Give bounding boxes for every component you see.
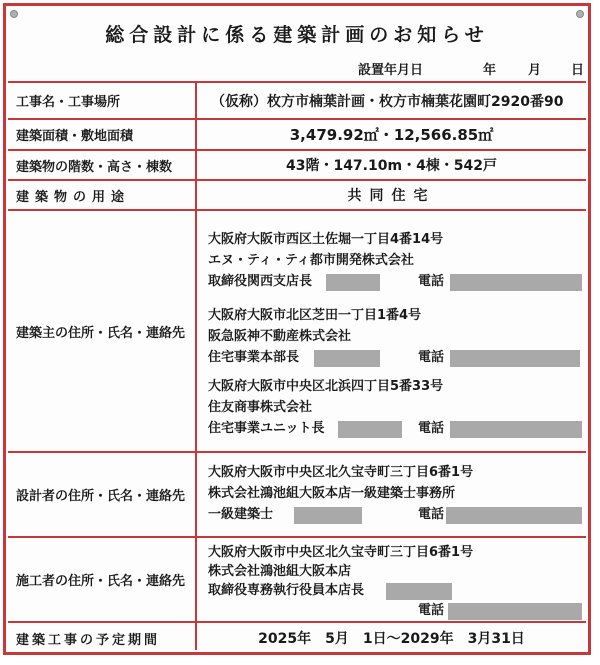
redacted-phone [450, 350, 580, 367]
redacted-name [386, 583, 452, 600]
period-label: 建築工事の予定期間 [16, 632, 161, 648]
builder-company: 株式会社鴻池組大阪本店 [208, 564, 352, 579]
redacted-phone [450, 421, 582, 438]
notice-table [8, 81, 586, 650]
owner-tel-label: 電話 [418, 274, 445, 289]
owner-tel-label: 電話 [418, 350, 445, 365]
redacted-phone [446, 507, 582, 524]
use-value: 共同住宅 [347, 188, 436, 204]
owner-label: 建築主の住所・氏名・連絡先 [16, 325, 186, 341]
project-name-label: 工事名・工事場所 [16, 95, 121, 110]
screw-icon [10, 10, 18, 18]
owner-address: 大阪府大阪市中央区北浜四丁目5番33号 [208, 379, 444, 394]
installation-date-label: 設置年月日 [358, 63, 424, 78]
owner-title: 住宅事業ユニット長 [208, 421, 325, 436]
builder-entry [208, 544, 578, 620]
notice-board [3, 3, 591, 655]
owner-title: 取締役関西支店長 [208, 274, 313, 289]
project-name-value: （仮称）枚方市楠葉計画・枚方市楠葉花園町2920番90 [211, 93, 564, 110]
designer-title: 一級建築士 [208, 507, 274, 522]
owner-address: 大阪府大阪市北区芝田一丁目1番4号 [208, 308, 422, 323]
redacted-phone [450, 274, 582, 291]
builder-title: 取締役専務執行役員本店長 [208, 583, 365, 598]
floors-value: 43階・147.10m・4棟・542戸 [285, 158, 498, 174]
owner-company: 住友商事株式会社 [208, 400, 313, 415]
use-label: 建築物の用途 [16, 189, 131, 205]
owner-tel-label: 電話 [418, 421, 445, 436]
installation-date-day: 日 [571, 63, 585, 78]
area-value: 3,479.92㎡・12,566.85㎡ [289, 126, 494, 144]
owner-company: 阪急阪神不動産株式会社 [208, 329, 352, 344]
owner-entry [208, 231, 578, 291]
redacted-name [294, 507, 362, 524]
builder-tel-label: 電話 [418, 603, 445, 618]
redacted-name [338, 421, 402, 438]
area-label: 建築面積・敷地面積 [16, 129, 134, 144]
notice-title: 総合設計に係る建築計画のお知らせ [105, 24, 489, 46]
designer-entry [208, 464, 578, 526]
owner-title: 住宅事業本部長 [208, 350, 300, 365]
designer-company: 株式会社鴻池組大阪本店一級建築士事務所 [208, 486, 456, 501]
redacted-name [326, 274, 380, 291]
builder-label: 施工者の住所・氏名・連絡先 [16, 574, 186, 589]
period-value: 2025年 5月 1日〜2029年 3月31日 [258, 631, 525, 647]
designer-tel-label: 電話 [418, 507, 445, 522]
designer-address: 大阪府大阪市中央区北久宝寺町三丁目6番1号 [208, 465, 474, 480]
floors-label: 建築物の階数・高さ・棟数 [16, 159, 173, 175]
installation-date-year: 年 [483, 63, 497, 78]
redacted-phone [448, 603, 582, 620]
installation-date-month: 月 [528, 63, 542, 78]
owner-entry [208, 307, 578, 367]
builder-address: 大阪府大阪市中央区北久宝寺町三丁目6番1号 [208, 545, 474, 560]
owner-company: エヌ・ティ・ティ都市開発株式会社 [208, 253, 414, 268]
redacted-name [314, 350, 380, 367]
designer-label: 設計者の住所・氏名・連絡先 [16, 489, 186, 504]
screw-icon [576, 10, 584, 18]
owner-address: 大阪府大阪市西区土佐堀一丁目4番14号 [208, 232, 444, 247]
owner-entry [208, 378, 578, 438]
